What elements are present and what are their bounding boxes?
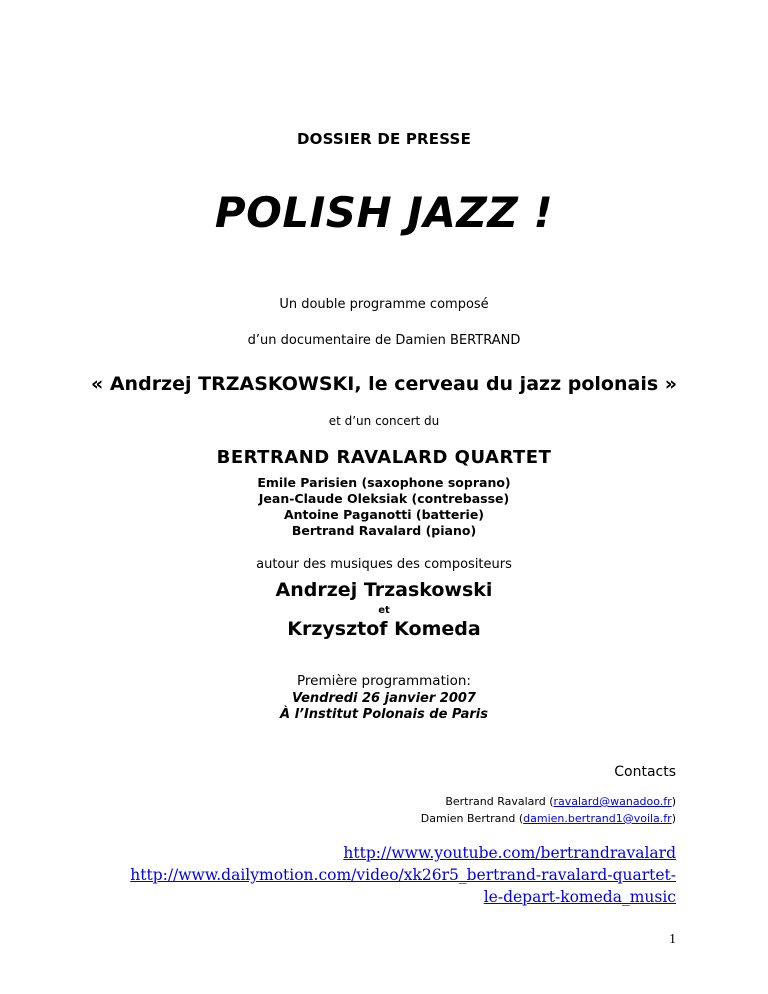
document-kicker: DOSSIER DE PRESSE (296, 130, 472, 148)
band-member: Emile Parisien (saxophone soprano) (257, 475, 511, 490)
band-members-list (0, 475, 768, 539)
contact-close-paren: ) (671, 795, 676, 808)
dailymotion-link-line-2[interactable]: le-depart-komeda_music (483, 888, 676, 906)
band-member: Jean-Claude Oleksiak (contrebasse) (258, 491, 510, 506)
concert-intro-line: et d’un concert du (328, 414, 440, 428)
contacts-heading: Contacts (614, 764, 676, 780)
dailymotion-link-line-1[interactable]: http://www.dailymotion.com/video/xk26r5_bertrand-ravalard-quartet- (130, 866, 676, 884)
documentary-title: « Andrzej TRZASKOWSKI, le cerveau du jazz polonais » (90, 373, 678, 395)
contact-email-link[interactable]: ravalard@wanadoo.fr (553, 795, 672, 808)
premiere-label: Première programmation: (297, 673, 471, 689)
composer-name: Krzysztof Komeda (287, 618, 481, 640)
program-intro-line: Un double programme composé (279, 297, 489, 312)
contact-email-link[interactable]: damien.bertrand1@voila.fr (523, 812, 672, 825)
contact-name: Damien Bertrand ( (420, 812, 524, 825)
document-title: POLISH JAZZ ! (214, 188, 554, 237)
band-member: Bertrand Ravalard (piano) (291, 523, 477, 538)
composers-intro-line: autour des musiques des compositeurs (256, 557, 512, 572)
documentary-credit-line: d’un documentaire de Damien BERTRAND (247, 333, 521, 348)
contact-name: Bertrand Ravalard ( (445, 795, 554, 808)
contact-close-paren: ) (671, 812, 676, 825)
page-number: 1 (669, 932, 676, 947)
band-member: Antoine Paganotti (batterie) (283, 507, 485, 522)
contact-line (445, 795, 676, 808)
band-name: BERTRAND RAVALARD QUARTET (216, 447, 552, 468)
premiere-venue: À l’Institut Polonais de Paris (279, 707, 488, 722)
composer-joiner: et (378, 605, 390, 616)
contact-line (421, 812, 676, 825)
composer-name: Andrzej Trzaskowski (275, 579, 493, 601)
youtube-link[interactable]: http://www.youtube.com/bertrandravalard (343, 844, 676, 862)
premiere-date: Vendredi 26 janvier 2007 (292, 691, 476, 706)
video-links (130, 842, 676, 908)
